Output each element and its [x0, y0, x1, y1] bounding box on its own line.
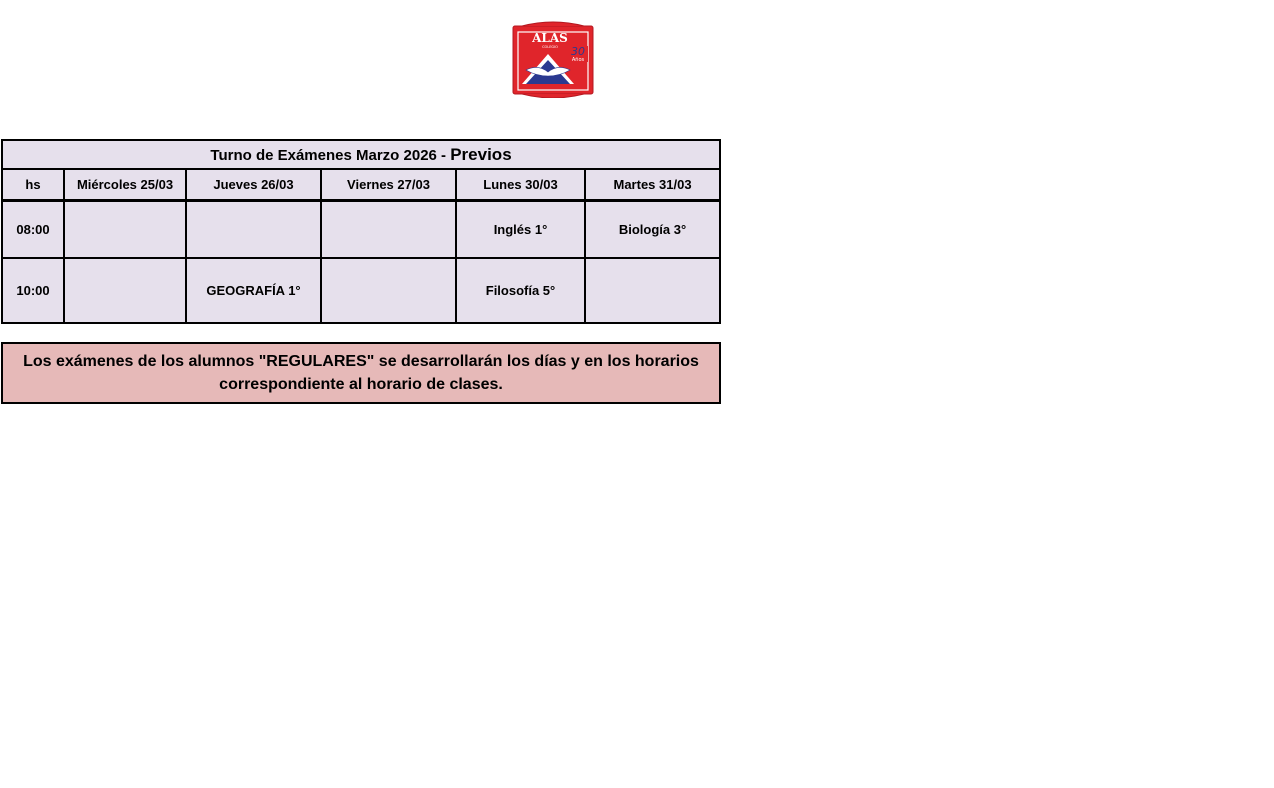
- exam-cell: [64, 201, 186, 259]
- logo-badge-number: 30: [571, 45, 585, 58]
- alas-logo-emblem: [512, 20, 594, 98]
- exam-cell: [321, 258, 456, 323]
- header-day-5: Martes 31/03: [585, 169, 720, 201]
- exam-schedule-table: [1, 139, 721, 324]
- header-hours: hs: [2, 169, 64, 201]
- school-logo: [512, 20, 594, 98]
- schedule-title: [2, 140, 720, 169]
- logo-badge-word: Años: [571, 57, 585, 63]
- time-cell: 08:00: [2, 201, 64, 259]
- header-day-2: Jueves 26/03: [186, 169, 321, 201]
- title-row: [2, 140, 720, 169]
- exam-cell: [321, 201, 456, 259]
- logo-text: ALAS: [532, 31, 568, 45]
- header-day-3: Viernes 27/03: [321, 169, 456, 201]
- exam-cell: [585, 258, 720, 323]
- exam-cell: Inglés 1°: [456, 201, 585, 259]
- table-row: [2, 258, 720, 323]
- header-day-4: Lunes 30/03: [456, 169, 585, 201]
- exam-cell: [64, 258, 186, 323]
- notice-line-2: correspondiente al horario de clases.: [219, 376, 503, 393]
- notice-line-1: Los exámenes de los alumnos "REGULARES" se desarrollarán los días y en los horarios: [23, 353, 699, 370]
- logo-subtext: COLEGIO: [542, 45, 558, 49]
- notice-text: [23, 350, 699, 396]
- exam-cell: [186, 201, 321, 259]
- exam-cell: GEOGRAFÍA 1°: [186, 258, 321, 323]
- header-day-1: Miércoles 25/03: [64, 169, 186, 201]
- time-cell: 10:00: [2, 258, 64, 323]
- schedule-title-main: Turno de Exámenes Marzo 2026 -: [210, 146, 451, 164]
- regular-students-notice: [1, 342, 721, 404]
- exam-cell: Biología 3°: [585, 201, 720, 259]
- schedule-title-suffix: Previos: [450, 144, 512, 164]
- table-row: [2, 201, 720, 259]
- exam-cell: Filosofía 5°: [456, 258, 585, 323]
- header-row: [2, 169, 720, 201]
